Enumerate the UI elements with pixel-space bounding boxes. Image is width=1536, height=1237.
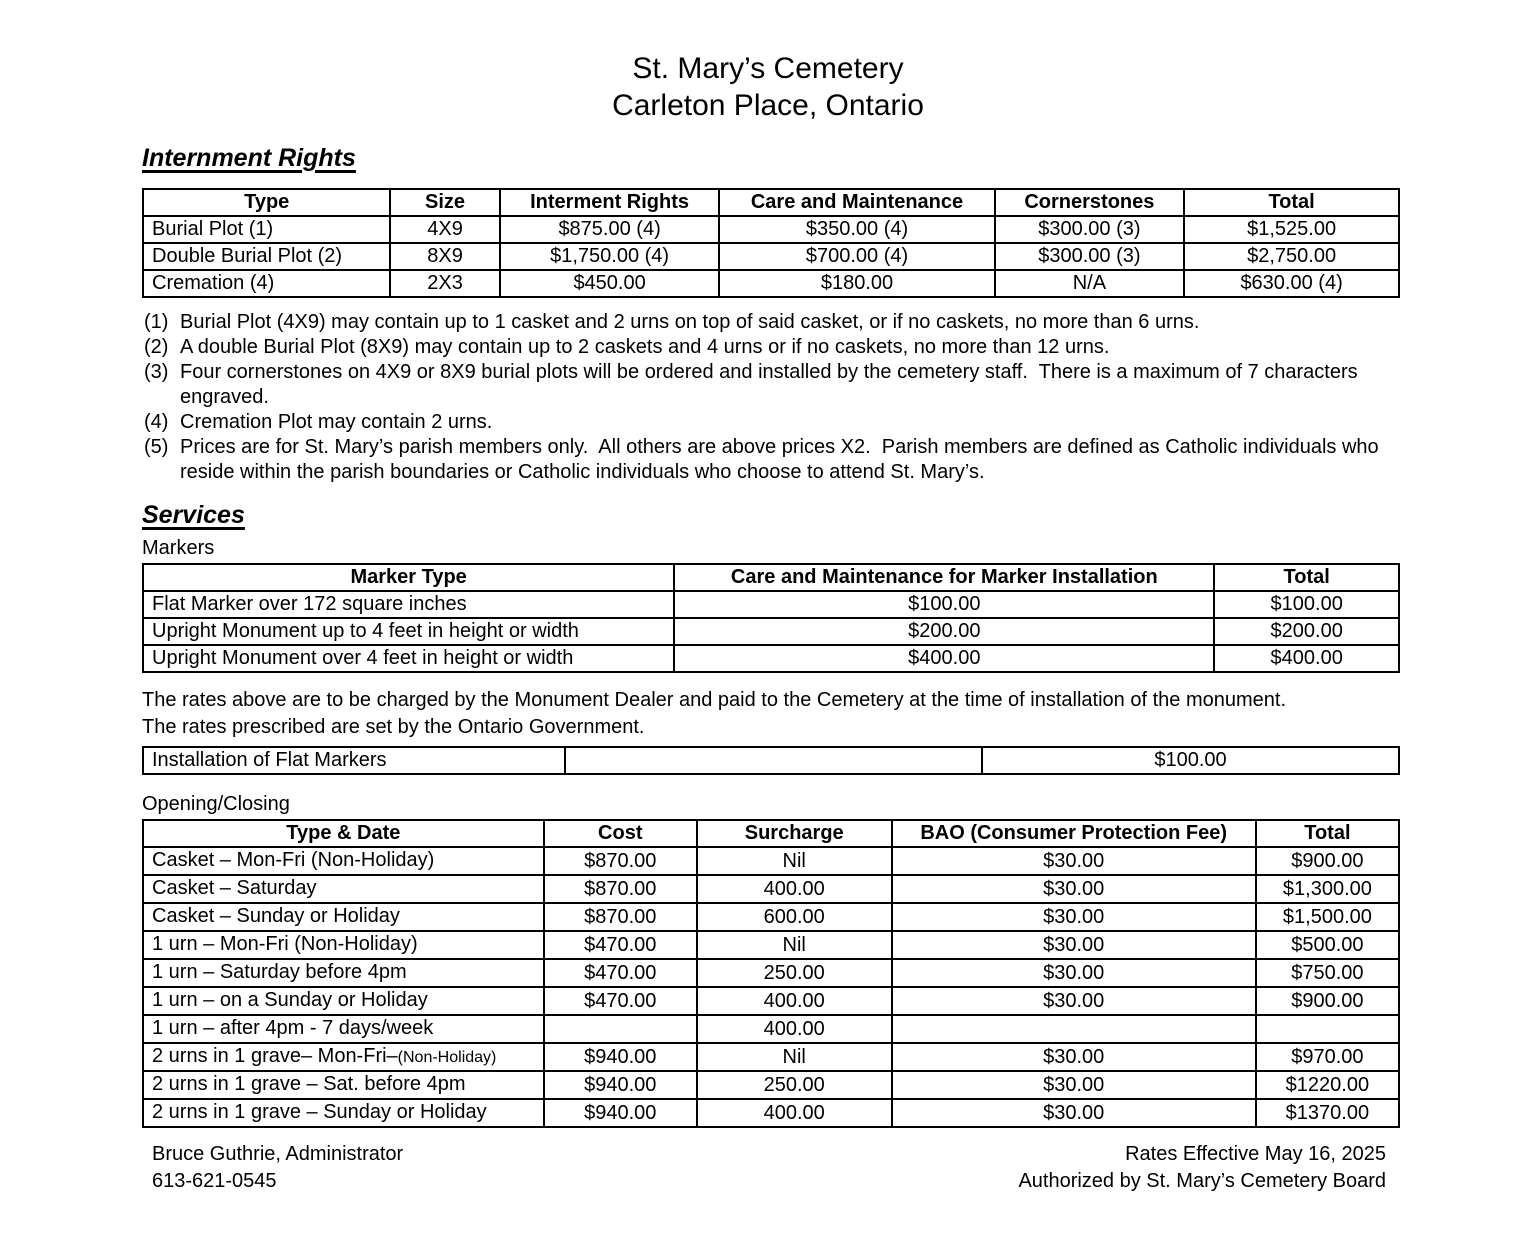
installation-table [142,746,1400,775]
table-cell: 2X3 [390,270,499,297]
table-row [143,1043,1399,1071]
document-page [0,50,1536,1237]
column-header-total: Total [1256,820,1399,847]
table-cell: $470.00 [544,987,697,1015]
table-cell: $970.00 [1256,1043,1399,1071]
installation-amount-cell: $100.00 [982,747,1399,774]
column-header-size: Size [390,189,499,216]
section-heading-internment-rights: Internment Rights [142,144,356,172]
table-cell: $100.00 [1214,591,1399,618]
table-cell: Casket – Mon-Fri (Non-Holiday) [143,847,544,875]
table-cell: $300.00 (3) [995,216,1185,243]
table-cell: 400.00 [697,1015,892,1043]
table-cell: 2 urns in 1 grave– Mon-Fri–(Non-Holiday) [143,1043,544,1071]
table-cell: $870.00 [544,903,697,931]
table-row [143,747,1399,774]
table-row [143,931,1399,959]
installation-label-cell: Installation of Flat Markers [143,747,565,774]
table-cell: $100.00 [674,591,1214,618]
table-cell: $1,750.00 (4) [500,243,720,270]
table-cell: $1,300.00 [1256,875,1399,903]
note-text: Prices are for St. Mary’s parish members only. All others are above prices X2. Parish members are defined as Catholic individuals who reside within the parish boundaries or Catholic individuals who choose to attend St. Mary’s. [180,436,1385,483]
table-row [143,270,1399,297]
table-cell: $940.00 [544,1071,697,1099]
table-row [143,875,1399,903]
table-cell: Nil [697,931,892,959]
table-cell: $940.00 [544,1043,697,1071]
column-header-total: Total [1184,189,1399,216]
table-cell: $870.00 [544,847,697,875]
column-header-type: Type [143,189,390,216]
table-cell: 400.00 [697,1099,892,1127]
column-header-cost: Cost [544,820,697,847]
table-cell: $30.00 [892,903,1256,931]
table-cell: $700.00 (4) [719,243,994,270]
table-cell: Nil [697,847,892,875]
footer-rates-effective: Rates Effective May 16, 2025 [1125,1143,1386,1165]
page-title-line1: St. Mary’s Cemetery [632,52,904,85]
column-header-care-maintenance: Care and Maintenance [719,189,994,216]
note-number: (1) [144,311,169,333]
footer-admin-phone: 613-621-0545 [152,1170,277,1192]
table-row [143,645,1399,672]
table-cell: $350.00 (4) [719,216,994,243]
table-cell: $450.00 [500,270,720,297]
table-row [143,591,1399,618]
table-cell: $1220.00 [1256,1071,1399,1099]
column-header-marker-type: Marker Type [143,564,674,591]
table-cell: $870.00 [544,875,697,903]
table-cell: $180.00 [719,270,994,297]
table-cell: Flat Marker over 172 square inches [143,591,674,618]
table-row [143,618,1399,645]
table-row [143,1071,1399,1099]
table-row [143,1015,1399,1043]
table-cell: $900.00 [1256,987,1399,1015]
page-title [0,50,1536,124]
section-heading-services: Services [142,501,245,529]
note-number: (2) [144,336,169,358]
page-title-line2: Carleton Place, Ontario [612,89,924,122]
table-cell: 600.00 [697,903,892,931]
table-cell: Casket – Saturday [143,875,544,903]
column-header-total: Total [1214,564,1399,591]
table-cell: Upright Monument up to 4 feet in height or width [143,618,674,645]
table-row [143,987,1399,1015]
table-cell: Cremation (4) [143,270,390,297]
table-cell: $200.00 [1214,618,1399,645]
table-cell: 4X9 [390,216,499,243]
column-header-interment-rights: Interment Rights [500,189,720,216]
table-cell: 250.00 [697,959,892,987]
table-cell: 1 urn – after 4pm - 7 days/week [143,1015,544,1043]
table-cell: Nil [697,1043,892,1071]
table-cell: $30.00 [892,931,1256,959]
note-number: (4) [144,411,169,433]
table-cell: 250.00 [697,1071,892,1099]
table-cell: $1,525.00 [1184,216,1399,243]
table-header-row [143,189,1399,216]
table-row [143,903,1399,931]
notes-list [144,310,1402,485]
table-cell: Double Burial Plot (2) [143,243,390,270]
table-cell [892,1015,1256,1043]
table-cell: $940.00 [544,1099,697,1127]
table-cell: 1 urn – Mon-Fri (Non-Holiday) [143,931,544,959]
table-cell: $470.00 [544,931,697,959]
table-cell: $400.00 [1214,645,1399,672]
footer-admin-name: Bruce Guthrie, Administrator [152,1143,404,1165]
column-header-bao-fee: BAO (Consumer Protection Fee) [892,820,1256,847]
table-row [143,959,1399,987]
note-text: Four cornerstones on 4X9 or 8X9 burial plots will be ordered and installed by the cemetery staff. There is a maximum of 7 characters engraved. [180,361,1364,408]
table-cell: 1 urn – Saturday before 4pm [143,959,544,987]
table-cell: $30.00 [892,875,1256,903]
table-cell: $750.00 [1256,959,1399,987]
table-header-row [143,564,1399,591]
table-cell: $1,500.00 [1256,903,1399,931]
note-number: (5) [144,436,169,458]
rates-paragraph-line1: The rates above are to be charged by the Monument Dealer and paid to the Cemetery at the time of installation of the monument. [142,689,1286,711]
rates-paragraph-line2: The rates prescribed are set by the Ontario Government. [142,716,645,738]
note-item [144,310,1402,335]
table-cell: $875.00 (4) [500,216,720,243]
note-item [144,360,1402,410]
rates-paragraph [142,687,1432,741]
table-row [143,243,1399,270]
note-number: (3) [144,361,169,383]
internment-rights-table [142,188,1400,298]
column-header-type-date: Type & Date [143,820,544,847]
note-text: A double Burial Plot (8X9) may contain up to 2 caskets and 4 urns or if no caskets, no more than 12 urns. [180,336,1110,358]
table-cell: $30.00 [892,1043,1256,1071]
table-cell: $900.00 [1256,847,1399,875]
table-cell: 2 urns in 1 grave – Sat. before 4pm [143,1071,544,1099]
table-cell: 2 urns in 1 grave – Sunday or Holiday [143,1099,544,1127]
table-header-row [143,820,1399,847]
table-cell: $400.00 [674,645,1214,672]
note-item [144,435,1402,485]
note-item [144,335,1402,360]
note-item [144,410,1402,435]
table-row [143,216,1399,243]
table-cell: $30.00 [892,987,1256,1015]
opening-closing-label: Opening/Closing [142,793,290,815]
footer-authorized: Authorized by St. Mary’s Cemetery Board [1018,1170,1386,1192]
table-row [143,847,1399,875]
markers-table [142,563,1400,673]
table-cell: 400.00 [697,875,892,903]
table-cell: 400.00 [697,987,892,1015]
table-cell: $30.00 [892,1099,1256,1127]
column-header-cornerstones: Cornerstones [995,189,1185,216]
table-cell: $470.00 [544,959,697,987]
table-cell: Upright Monument over 4 feet in height or width [143,645,674,672]
installation-empty-cell [565,747,982,774]
column-header-care-maintenance-installation: Care and Maintenance for Marker Installation [674,564,1214,591]
table-cell: Burial Plot (1) [143,216,390,243]
table-cell: Casket – Sunday or Holiday [143,903,544,931]
table-cell: $300.00 (3) [995,243,1185,270]
table-cell: $30.00 [892,959,1256,987]
table-cell: $2,750.00 [1184,243,1399,270]
markers-label: Markers [142,537,215,559]
table-cell: $30.00 [892,847,1256,875]
table-cell: $630.00 (4) [1184,270,1399,297]
note-text: Burial Plot (4X9) may contain up to 1 casket and 2 urns on top of said casket, or if no caskets, no more than 6 urns. [180,311,1200,333]
table-cell: $200.00 [674,618,1214,645]
table-cell: N/A [995,270,1185,297]
note-text: Cremation Plot may contain 2 urns. [180,411,493,433]
table-cell: 1 urn – on a Sunday or Holiday [143,987,544,1015]
table-cell: $500.00 [1256,931,1399,959]
opening-closing-table [142,819,1400,1128]
table-cell: $30.00 [892,1071,1256,1099]
table-cell: $1370.00 [1256,1099,1399,1127]
table-cell [544,1015,697,1043]
table-cell: 8X9 [390,243,499,270]
table-cell [1256,1015,1399,1043]
column-header-surcharge: Surcharge [697,820,892,847]
table-row [143,1099,1399,1127]
